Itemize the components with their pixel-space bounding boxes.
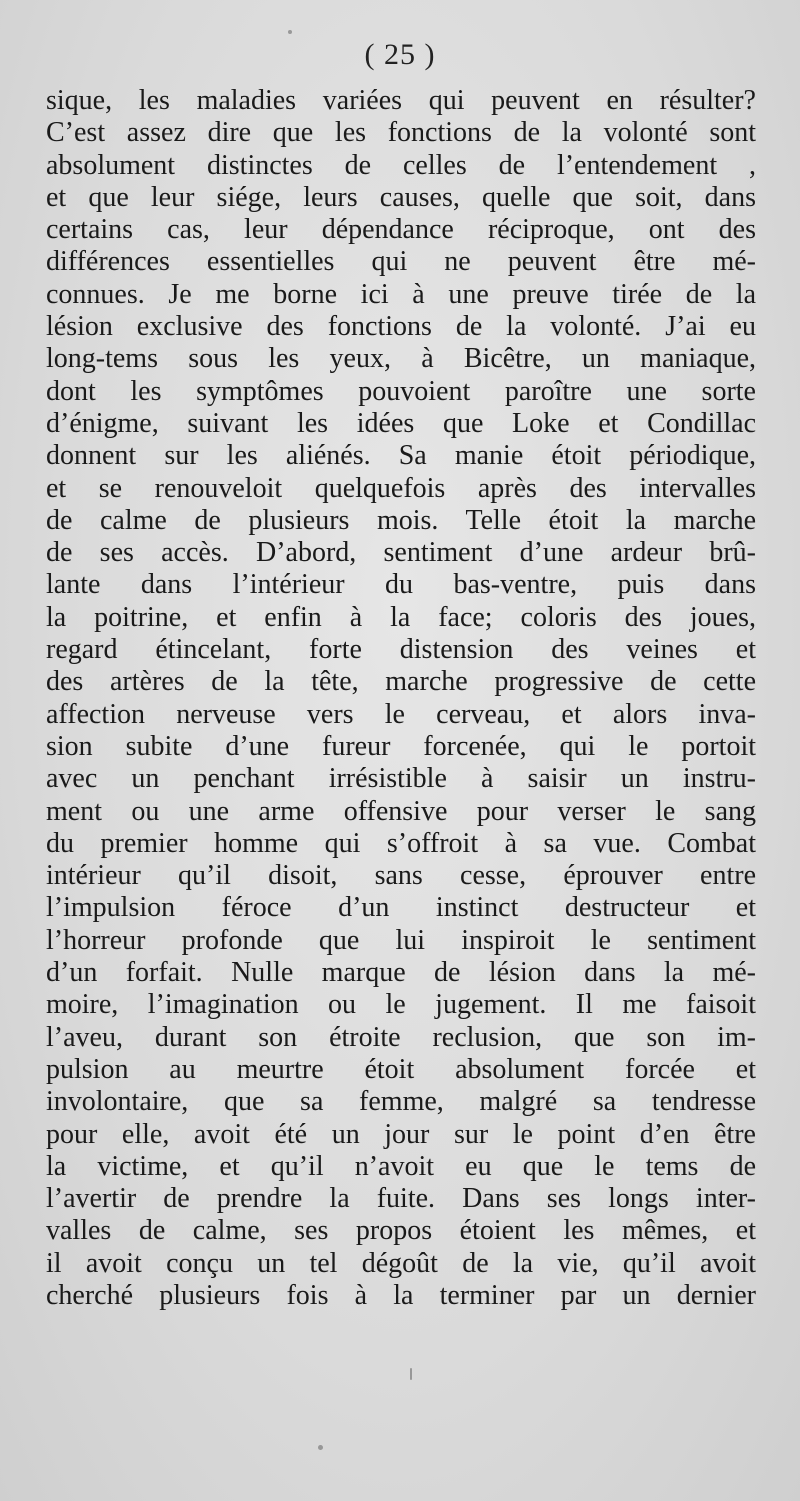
text-line: des artères de la tête, marche progressive de cette [46,666,756,698]
text-line: regard étincelant, forte distension des veines et [46,634,756,666]
text-line: l’avertir de prendre la fuite. Dans ses longs inter- [46,1183,756,1215]
text-line: d’un forfait. Nulle marque de lésion dans la mé- [46,957,756,989]
text-line: long-tems sous les yeux, à Bicêtre, un maniaque, [46,343,756,375]
text-line: il avoit conçu un tel dégoût de la vie, qu’il avoit [46,1247,756,1279]
text-line: avec un penchant irrésistible à saisir un instru- [46,763,756,795]
text-line: absolument distinctes de celles de l’entendement , [46,149,756,181]
text-line: lésion exclusive des fonctions de la volonté. J’ai eu [46,311,756,343]
page-number: ( 25 ) [364,38,436,71]
text-line: l’aveu, durant son étroite reclusion, que son im- [46,1021,756,1053]
body-text [46,85,756,1312]
text-line: l’impulsion féroce d’un instinct destructeur et [46,892,756,924]
text-line: pulsion au meurtre étoit absolument forcée et [46,1053,756,1085]
text-line: la poitrine, et enfin à la face; coloris des joues, [46,601,756,633]
text-line: sique, les maladies variées qui peuvent en résulter? [46,85,756,116]
text-line: de calme de plusieurs mois. Telle étoit la marche [46,504,756,536]
paper-speck [288,30,292,34]
text-line: sion subite d’une fureur forcenée, qui le portoit [46,730,756,762]
text-line: cherché plusieurs fois à la terminer par un dernier [46,1279,756,1311]
text-line: et que leur siége, leurs causes, quelle que soit, dans [46,181,756,213]
text-line: donnent sur les aliénés. Sa manie étoit périodique, [46,440,756,472]
text-line: et se renouveloit quelquefois après des intervalles [46,472,756,504]
text-line: ment ou une arme offensive pour verser le sang [46,795,756,827]
text-line: certains cas, leur dépendance réciproque, ont des [46,214,756,246]
text-line: différences essentielles qui ne peuvent être mé- [46,246,756,278]
text-line: d’énigme, suivant les idées que Loke et Condillac [46,407,756,439]
text-line: l’horreur profonde que lui inspiroit le sentiment [46,924,756,956]
text-line: pour elle, avoit été un jour sur le point d’en être [46,1118,756,1150]
text-line: du premier homme qui s’offroit à sa vue. Combat [46,827,756,859]
text-line: moire, l’imagination ou le jugement. Il me faisoit [46,989,756,1021]
text-line: involontaire, que sa femme, malgré sa tendresse [46,1086,756,1118]
text-line: C’est assez dire que les fonctions de la volonté sont [46,117,756,149]
text-line: de ses accès. D’abord, sentiment d’une ardeur brû- [46,537,756,569]
text-line: connues. Je me borne ici à une preuve tirée de la [46,278,756,310]
text-line: intérieur qu’il disoit, sans cesse, éprouver entre [46,860,756,892]
text-line: affection nerveuse vers le cerveau, et alors inva- [46,698,756,730]
text-line: la victime, et qu’il n’avoit eu que le tems de [46,1150,756,1182]
paper-speck [410,1368,412,1380]
paper-speck [318,1445,323,1450]
text-line: lante dans l’intérieur du bas-ventre, puis dans [46,569,756,601]
text-line: dont les symptômes pouvoient paroître une sorte [46,375,756,407]
text-line: valles de calme, ses propos étoient les mêmes, et [46,1215,756,1247]
